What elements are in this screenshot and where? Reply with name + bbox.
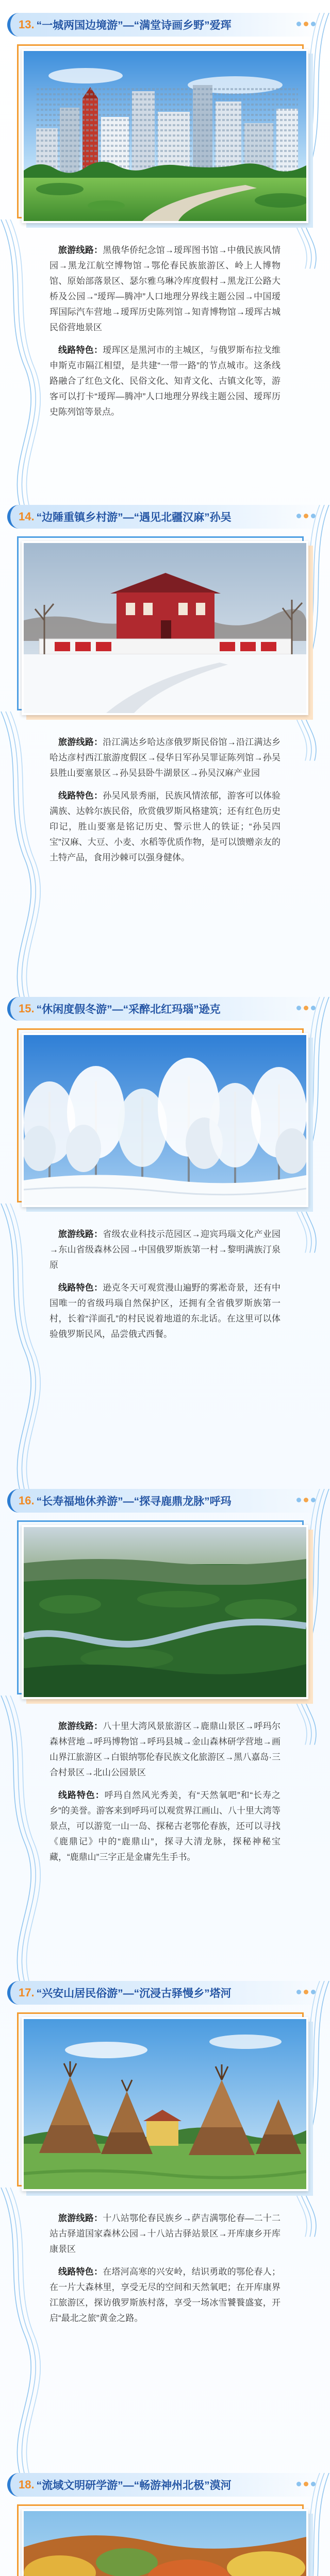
feature-paragraph	[0, 1788, 330, 1865]
photo-frame	[22, 49, 308, 223]
photo-frame	[22, 2017, 308, 2191]
route-label: 旅游线路：	[58, 1721, 103, 1731]
section-header	[7, 505, 323, 529]
section-number: 16.	[19, 1494, 35, 1507]
route-section-15	[0, 997, 330, 1489]
section-number: 18.	[19, 2478, 35, 2491]
route-paragraph	[0, 243, 330, 335]
decor-dot	[296, 2482, 301, 2486]
section-header	[7, 1489, 323, 1513]
route-label: 旅游线路：	[58, 1229, 103, 1239]
feature-label: 线路特色：	[58, 791, 103, 801]
section-title: “休闲度假冬游”—“采醉北红玛瑙”逊克	[36, 1004, 221, 1015]
decor-dot	[304, 514, 308, 518]
section-number: 15.	[19, 1002, 35, 1015]
decor-dot	[304, 1498, 308, 1502]
decor-dot	[296, 1006, 301, 1010]
route-section-17	[0, 1981, 330, 2473]
feature-text: 瑷珲区是黑河市的主城区，与俄罗斯布拉戈维申斯克市隔江相望，是共建“一带一路”的节点城市。这条线路融合了红色文化、民俗文化、知青文化、古镇文化等，游客可以打卡“瑷珲—腾冲”人口地理分界线主题公园、瑷珲历史陈列馆等景点。	[50, 345, 280, 417]
route-label: 旅游线路：	[58, 2213, 103, 2223]
decor-dots	[296, 22, 316, 26]
feature-paragraph	[0, 1280, 330, 1342]
decor-dots	[296, 1990, 316, 1994]
route-section-14	[0, 505, 330, 997]
photo-huma-forest-aerial	[22, 1525, 308, 1699]
route-paragraph	[0, 1719, 330, 1781]
feature-paragraph	[0, 343, 330, 420]
feature-label: 线路特色：	[58, 345, 103, 355]
route-text: 黑俄华侨纪念馆→瑷珲图书馆→中俄民族风情园→黑龙江航空博物馆→鄂伦春民族旅游区、岭上人博物馆、原始部落景区、瑟尔雅乌琳冷库度假村→黑龙江公路大桥及公园→“瑷珲—腾冲”人口地理分界线主题公园→中国瑷珲国际汽车营地→瑷珲历史陈列馆→知青博物馆→瑷珲古城民俗营地景区	[50, 245, 280, 332]
route-paragraph	[0, 735, 330, 781]
decor-dot	[311, 1990, 316, 1994]
feature-paragraph	[0, 2264, 330, 2326]
decor-dot	[296, 1990, 301, 1994]
decor-dot	[311, 1006, 316, 1010]
photo-frame	[22, 541, 308, 715]
decor-dots	[296, 514, 316, 518]
photo-tahe-tepee-village	[22, 2017, 308, 2191]
decor-dots	[296, 1006, 316, 1010]
decor-dots	[296, 1498, 316, 1502]
photo-mohe-autumn-river	[22, 2509, 308, 2576]
route-text: 沿江满达乡哈达彦俄罗斯民俗馆→沿江满达乡哈达彦村西江旅游度假区→侵华日军孙吴罪证陈列馆→孙吴县胜山要塞景区→孙吴县卧牛湖景区→孙吴汉麻产业园	[50, 737, 280, 778]
route-label: 旅游线路：	[58, 737, 103, 747]
decor-dot	[304, 22, 308, 26]
section-header	[7, 1981, 323, 2005]
photo-sunwu-winter-town	[22, 541, 308, 715]
route-section-13	[0, 13, 330, 505]
section-title: “流域文明研学游”—“畅游神州北极”漠河	[36, 2480, 232, 2492]
route-text: 八十里大湾风景旅游区→鹿鼎山景区→呼玛尔森林营地→呼玛博物馆→呼玛县城→金山森林研学营地→画山界江旅游区→白银纳鄂伦春民族文化旅游区→黑八嘉岛·三合村景区→北山公园景区	[50, 1721, 280, 1777]
decor-dot	[311, 22, 316, 26]
decor-dot	[296, 514, 301, 518]
feature-text: 在塔河高寒的兴安岭，结识勇敢的鄂伦春人；在一片大森林里，享受无尽的空间和天然氧吧；在开库康界江旅游区，探访俄罗斯族村落，享受一场冰雪饕餮盛宴，开启“最北之旅”黄金之路。	[50, 2267, 280, 2323]
photo-frame	[22, 1033, 308, 1207]
photo-frame	[22, 1525, 308, 1699]
section-header	[7, 2473, 323, 2497]
section-number: 17.	[19, 1986, 35, 1999]
decor-dot	[304, 2482, 308, 2486]
section-number: 13.	[19, 18, 35, 31]
section-title: “长寿福地休养游”—“探寻鹿鼎龙脉”呼玛	[36, 1496, 232, 1507]
feature-text: 呼玛自然风光秀美，有“天然氧吧”和“长寿之乡”的美誉。游客来到呼玛可以观赏界江画山、八十里大湾等景点，可以游览一山一岛、探秘古老鄂伦春族，还可以寻找《鹿鼎记》中的“鹿鼎山”，探寻大清龙脉，探秘神秘宝藏，“鹿鼎山”三字正是金庸先生手书。	[50, 1790, 281, 1862]
route-section-18	[0, 2473, 330, 2576]
section-title: “一城两国边境游”—“满堂诗画乡野”爱珲	[36, 20, 232, 31]
decor-dot	[304, 1990, 308, 1994]
route-label: 旅游线路：	[58, 245, 103, 255]
route-paragraph	[0, 2211, 330, 2257]
route-section-16	[0, 1489, 330, 1981]
feature-label: 线路特色：	[58, 2267, 103, 2277]
feature-text: 孙吴风景秀丽，民族风情浓郁，游客可以体验满族、达斡尔族民俗，欣赏俄罗斯风格建筑；还有红色历史印记，胜山要塞是铭记历史、警示世人的铁证；“孙吴四宝”汉麻、大豆、小麦、水稻等优质作物，是可以馈赠亲友的土特产品，食用沙棘可以强身健体。	[50, 791, 280, 862]
photo-aihui-city	[22, 49, 308, 223]
decor-dot	[304, 1006, 308, 1010]
decor-dot	[296, 1498, 301, 1502]
feature-text: 逊克冬天可观赏漫山遍野的雾凇奇景，还有中国唯一的省级玛瑙自然保护区，还拥有全省俄罗斯族第一村，长着“洋面孔”的村民说着地道的东北话。在这里可以体验俄罗斯民风，品尝俄式西餐。	[50, 1283, 280, 1339]
route-text: 省级农业科技示范园区→迎宾玛瑙文化产业园→东山省级森林公园→中国俄罗斯族第一村→黎明满族汀泉原	[50, 1229, 280, 1270]
feature-label: 线路特色：	[58, 1790, 105, 1800]
decor-dots	[296, 2482, 316, 2486]
feature-label: 线路特色：	[58, 1283, 103, 1293]
decor-dot	[296, 22, 301, 26]
section-header	[7, 997, 323, 1021]
route-text: 十八站鄂伦春民族乡→萨吉满鄂伦春—二十二站古驿道国家森林公园→十八站古驿站景区→开库康乡开库康景区	[50, 2213, 280, 2254]
section-title: “边陲重镇乡村游”—“遇见北疆汉麻”孙吴	[36, 512, 232, 523]
decor-dot	[311, 1498, 316, 1502]
photo-frame	[22, 2509, 308, 2576]
feature-paragraph	[0, 788, 330, 866]
decor-dot	[311, 514, 316, 518]
decor-dot	[311, 2482, 316, 2486]
section-title: “兴安山居民俗游”—“沉浸古驿慢乡”塔河	[36, 1988, 232, 1999]
section-number: 14.	[19, 510, 35, 523]
section-header	[7, 13, 323, 37]
route-paragraph	[0, 1227, 330, 1273]
photo-xunke-rime-trees	[22, 1033, 308, 1207]
